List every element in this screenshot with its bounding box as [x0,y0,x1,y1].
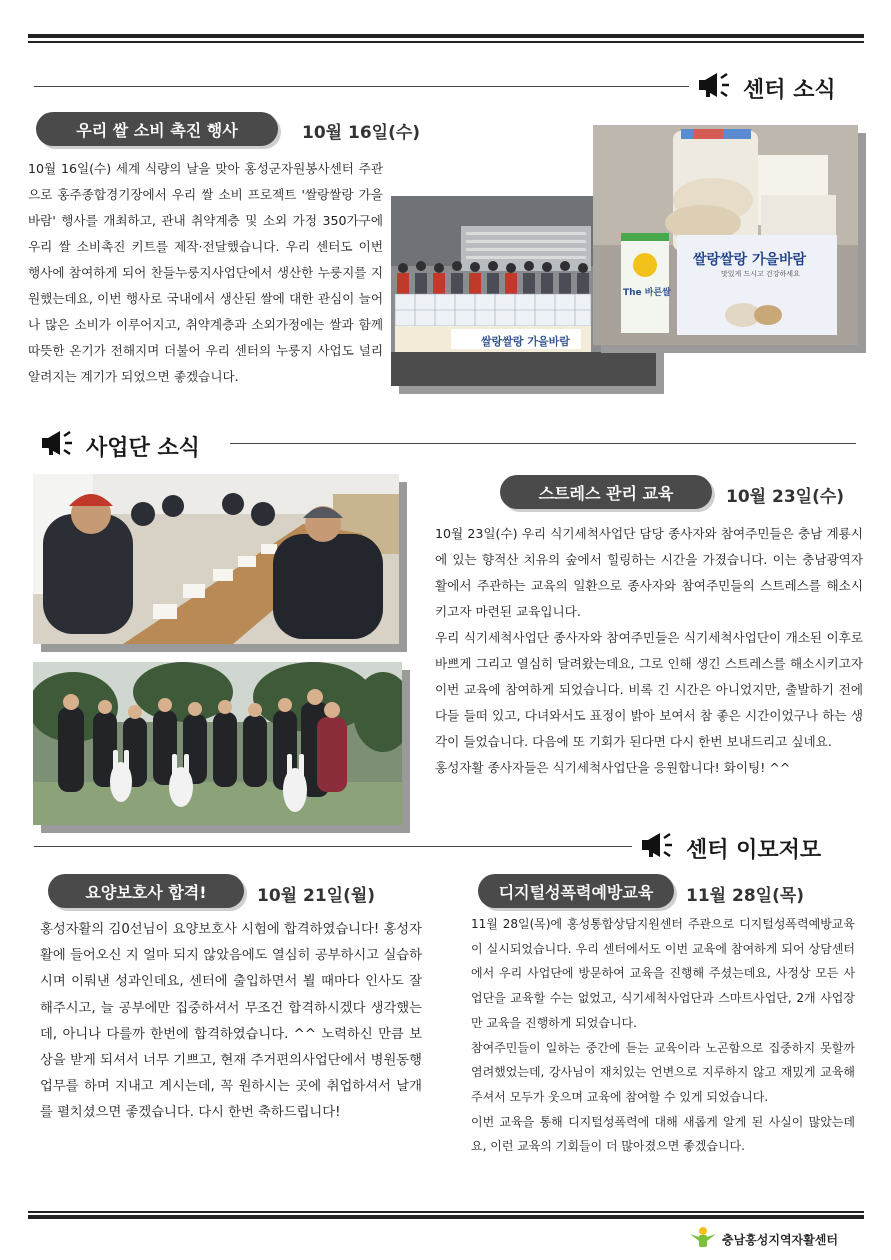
paragraph: 참여주민들이 일하는 중간에 듣는 교육이라 노곤함으로 집중하지 못할까 염려했었는데, 강사님이 재치있는 언변으로 지루하지 않고 재밌게 교육해 주셔서 모두가 웃으며 교육에 참여할 수 있게 되었습니다. [471,1040,855,1104]
article-title: 요양보호사 합격! [85,882,207,902]
rice-kit-photo [593,125,858,345]
article-body [435,521,863,821]
section-rule-project-news [230,443,856,444]
section-rule-center-news [34,86,689,87]
forest-group-photo [33,662,402,825]
article-title-pill [478,874,674,908]
article-body [471,912,855,1212]
footer-logo [688,1226,838,1252]
section-title: 센터 이모저모 [686,837,822,863]
stress-class-photo [33,474,399,644]
article-title-pill [48,874,244,908]
bottom-rule-thick [28,1215,864,1219]
article-title: 스트레스 관리 교육 [538,483,674,503]
section-header-center-news [697,70,836,106]
box-label: The 바른쌀 [623,288,671,298]
article-title-pill [500,475,712,509]
banner-text: 쌀랑쌀랑 가을바람 [481,335,570,348]
organization-logo-icon [688,1226,718,1252]
megaphone-icon [40,428,86,464]
bottom-rule-thin [28,1211,864,1213]
article-date: 10월 21일(월) [257,886,376,906]
package-subtitle: 맛있게 드시고 건강하세요 [721,270,800,278]
package-title: 쌀랑쌀랑 가을바람 [693,252,807,268]
section-title: 사업단 소식 [86,435,200,461]
paragraph: 우리 식기세척사업단 종사자와 참여주민들은 식기세척사업단이 개소된 이후로 바쁘게 그리고 열심히 달려왔는데요, 그로 인해 생긴 스트레스를 해소시키고자 이번 교육에 참여하게 되었습니다. 비록 긴 시간은 아니었지만, 출발하기 전에 다들 들떠 있고, 다녀와서도 표정이 밝아 보여서 참 좋은 시간이었구나 하는 생각이 들었습니다. 다음에 또 기회가 된다면 다시 한번 보내드리고 싶네요. [435,630,863,749]
paragraph: 11월 28일(목)에 홍성통합상담지원센터 주관으로 디지털성폭력예방교육이 실시되었습니다. 우리 센터에서도 이번 교육에 참여하게 되어 상담센터에서 우리 사업단에 방문하여 교육을 진행해 주셨는데요, 사정상 모든 사업단을 교육할 수는 없었고, 식기세척사업단과 스마트사업단, 2개 사업장만 교육을 진행하게 되었습니다. [471,917,855,1030]
organization-name: 충남홍성지역자활센터 [722,1232,838,1247]
article-body: 홍성자활의 김0선님이 요양보호사 시험에 합격하였습니다! 홍성자활에 들어오신 지 얼마 되지 않았음에도 열심히 공부하시고 실습하시며 이뤄낸 성과인데요, 센터에 출입하면서 뵐 때마다 인사도 잘 해주시고, 늘 공부에만 집중하셔서 무조건 합격하시겠다 생각했는데, 아니나 다를까 한번에 합격하였습니다. ^^ 노력하신 만큼 보상을 받게 되셔서 너무 기쁘고, 현재 주거편의사업단에서 병원동행 업무를 하며 지내고 계시는데, 꼭 원하시는 곳에 취업하셔서 날개를 펼치셨으면 좋겠습니다. 다시 한번 축하드립니다! [40,922,422,1121]
paragraph: 홍성자활 종사자들은 식기세척사업단을 응원합니다! 화이팅! ^^ [435,760,791,775]
article-date: 10월 23일(수) [726,487,845,507]
article-date: 10월 16일(수) [302,123,421,143]
article-body: 10월 16일(수) 세계 식량의 날을 맞아 홍성군자원봉사센터 주관으로 홍주종합경기장에서 우리 쌀 소비 프로젝트 '쌀랑쌀랑 가을바람' 행사를 개최하고, 관내 취약계층 및 소외 가정 350가구에 우리 쌀 소비촉진 키트를 제작·전달했습니다. 우리 센터도 이번 행사에 참여하게 되어 찬들누룽지사업단에서 생산한 누룽지를 지원했는데요, 이번 행사로 국내에서 생산된 쌀에 대한 관심이 늘어나 많은 소비가 이루어지고, 취약계층과 소외가정에는 쌀과 함께 따뜻한 온기가 전해지며 더불어 우리 센터의 누룽지 사업도 널리 알려지는 계기가 되었으면 좋겠습니다. [28,161,383,384]
section-title: 센터 소식 [743,77,836,103]
top-rule-thick [28,34,864,38]
article-title-pill [36,112,278,146]
section-rule-center-misc [34,846,632,847]
article-title: 디지털성폭력예방교육 [498,882,654,902]
paragraph: 10월 23일(수) 우리 식기세척사업단 담당 종사자와 참여주민들은 충남 계룡시에 있는 향적산 치유의 숲에서 힐링하는 시간을 가졌습니다. 이는 충남광역자활에서 주관하는 교육의 일환으로 종사자와 참여주민들의 스트레스를 해소시키고자 마련된 교육입니다. [435,526,863,619]
megaphone-icon [640,830,686,866]
megaphone-icon [697,70,743,106]
top-rule-thin [28,41,864,43]
article-title: 우리 쌀 소비 촉진 행사 [76,120,238,140]
section-header-center-misc [640,830,821,866]
section-header-project-news [40,428,200,464]
paragraph: 이번 교육을 통해 디지털성폭력에 대해 새롭게 알게 된 사실이 많았는데요, 이런 교육의 기회들이 더 많아졌으면 좋겠습니다. [471,1114,855,1154]
article-date: 11월 28일(목) [686,886,805,906]
